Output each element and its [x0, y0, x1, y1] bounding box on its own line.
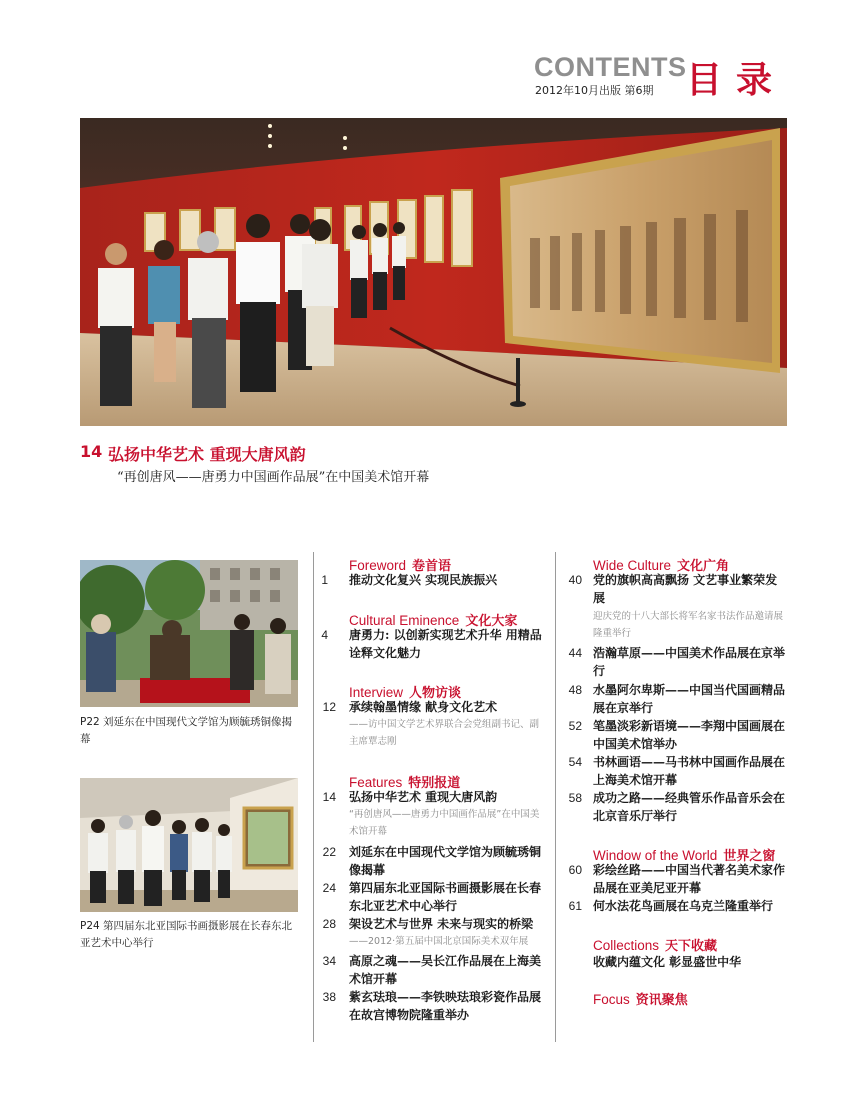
section-zh: 特别报道 — [408, 776, 461, 791]
toc-page-number: 44 — [568, 646, 582, 660]
section-header-collections — [593, 935, 717, 954]
toc-item[interactable]: 笔墨淡彩新语境——李翔中国画展在中国美术馆举办 — [593, 719, 786, 751]
toc-page-number: 48 — [568, 683, 582, 697]
section-zh: 卷首语 — [412, 559, 452, 574]
toc-item[interactable]: 弘扬中华艺术 重现大唐风韵 — [349, 790, 498, 804]
toc-item-note: ——2012·第五届中国北京国际美术双年展 — [349, 936, 529, 947]
page-title: 目录 — [686, 60, 787, 101]
toc-item[interactable]: 党的旗帜高高飘扬 文艺事业繁荣发展 — [593, 573, 778, 605]
toc-item-note: “再创唐风——唐勇力中国画作品展”在中国美术馆开幕 — [349, 809, 540, 837]
toc-page-number: 38 — [322, 990, 336, 1004]
section-zh: 文化广角 — [677, 559, 730, 574]
section-en: Wide Culture — [593, 558, 672, 573]
section-header-focus — [593, 989, 688, 1008]
section-zh: 资讯聚焦 — [635, 993, 688, 1008]
toc-page-number: 52 — [568, 719, 582, 733]
section-en: Features — [349, 775, 403, 790]
toc-page-number: 54 — [568, 755, 582, 769]
section-zh: 世界之窗 — [723, 849, 776, 864]
section-en: Window of the World — [593, 848, 718, 863]
toc-page-number: 12 — [322, 700, 336, 714]
toc-item[interactable]: 唐勇力: 以创新实现艺术升华 用精品诠释文化魅力 — [349, 628, 542, 660]
toc-item[interactable]: 推动文化复兴 实现民族振兴 — [349, 573, 498, 587]
statue-unveiling-photo — [80, 560, 298, 707]
toc-page-number: 4 — [321, 628, 328, 642]
toc-item[interactable]: 收藏内蕴文化 彰显盛世中华 — [593, 955, 742, 969]
toc-item[interactable]: 刘延东在中国现代文学馆为顾毓琇铜像揭幕 — [349, 845, 542, 877]
side-photo-caption: P24 第四届东北亚国际书画摄影展在长春东北亚艺术中心举行 — [80, 920, 293, 949]
toc-page-number: 60 — [568, 863, 582, 877]
section-en: Cultural Eminence — [349, 613, 460, 628]
toc-item[interactable]: 成功之路——经典管乐作品音乐会在北京音乐厅举行 — [593, 791, 786, 823]
feature-subtitle: “再创唐风——唐勇力中国画作品展”在中国美术馆开幕 — [117, 470, 430, 485]
toc-item[interactable]: 彩绘丝路——中国当代著名美术家作品展在亚美尼亚开幕 — [593, 863, 786, 895]
toc-item[interactable]: 紫玄珐琅——李铁映珐琅彩瓷作品展在故宫博物院隆重举办 — [349, 990, 542, 1022]
hero-photo — [80, 118, 787, 426]
exhibition-visit-photo — [80, 778, 298, 912]
toc-item-note: 迎庆党的十八大部长将军名家书法作品邀请展隆重举行 — [593, 611, 784, 639]
contents-heading: CONTENTS — [534, 52, 687, 82]
toc-page-number: 28 — [322, 917, 336, 931]
toc-page-number: 58 — [568, 791, 582, 805]
section-en: Foreword — [349, 558, 407, 573]
toc-page-number: 22 — [322, 845, 336, 859]
toc-page-number: 24 — [322, 881, 336, 895]
toc-item[interactable]: 架设艺术与世界 未来与现实的桥梁 — [349, 917, 534, 931]
toc-page-number: 1 — [321, 573, 328, 587]
toc-item[interactable]: 高原之魂——吴长江作品展在上海美术馆开幕 — [349, 954, 542, 986]
section-zh: 文化大家 — [465, 614, 518, 629]
toc-item[interactable]: 何水法花鸟画展在乌克兰隆重举行 — [593, 899, 774, 913]
toc-item[interactable]: 浩瀚草原——中国美术作品展在京举行 — [593, 646, 786, 678]
toc-item[interactable]: 书林画语——马书林中国画作品展在上海美术馆开幕 — [593, 755, 786, 787]
toc-page-number: 61 — [568, 899, 582, 913]
section-en: Focus — [593, 992, 630, 1007]
section-zh: 人物访谈 — [409, 686, 462, 701]
toc-item[interactable]: 第四届东北亚国际书画摄影展在长春东北亚艺术中心举行 — [349, 881, 542, 913]
toc-item[interactable]: 水墨阿尔卑斯——中国当代国画精品展在京举行 — [593, 683, 786, 715]
section-zh: 天下收藏 — [665, 939, 718, 954]
column-divider — [555, 552, 556, 1042]
feature-page-number: 14 — [80, 442, 103, 461]
section-en: Collections — [593, 938, 660, 953]
toc-item-note: ——访中国文学艺术界联合会党组副书记、副主席覃志刚 — [349, 719, 540, 747]
toc-page-number: 14 — [322, 790, 336, 804]
feature-title[interactable]: 弘扬中华艺术 重现大唐风韵 — [108, 445, 306, 464]
section-en: Interview — [349, 685, 404, 700]
toc-page-number: 34 — [322, 954, 336, 968]
side-photo-caption: P22 刘延东在中国现代文学馆为顾毓琇铜像揭幕 — [80, 716, 293, 745]
issue-date: 2012年10月出版 第6期 — [535, 84, 654, 97]
toc-page-number: 40 — [568, 573, 582, 587]
toc-item[interactable]: 承续翰墨情缘 献身文化艺术 — [349, 700, 498, 714]
